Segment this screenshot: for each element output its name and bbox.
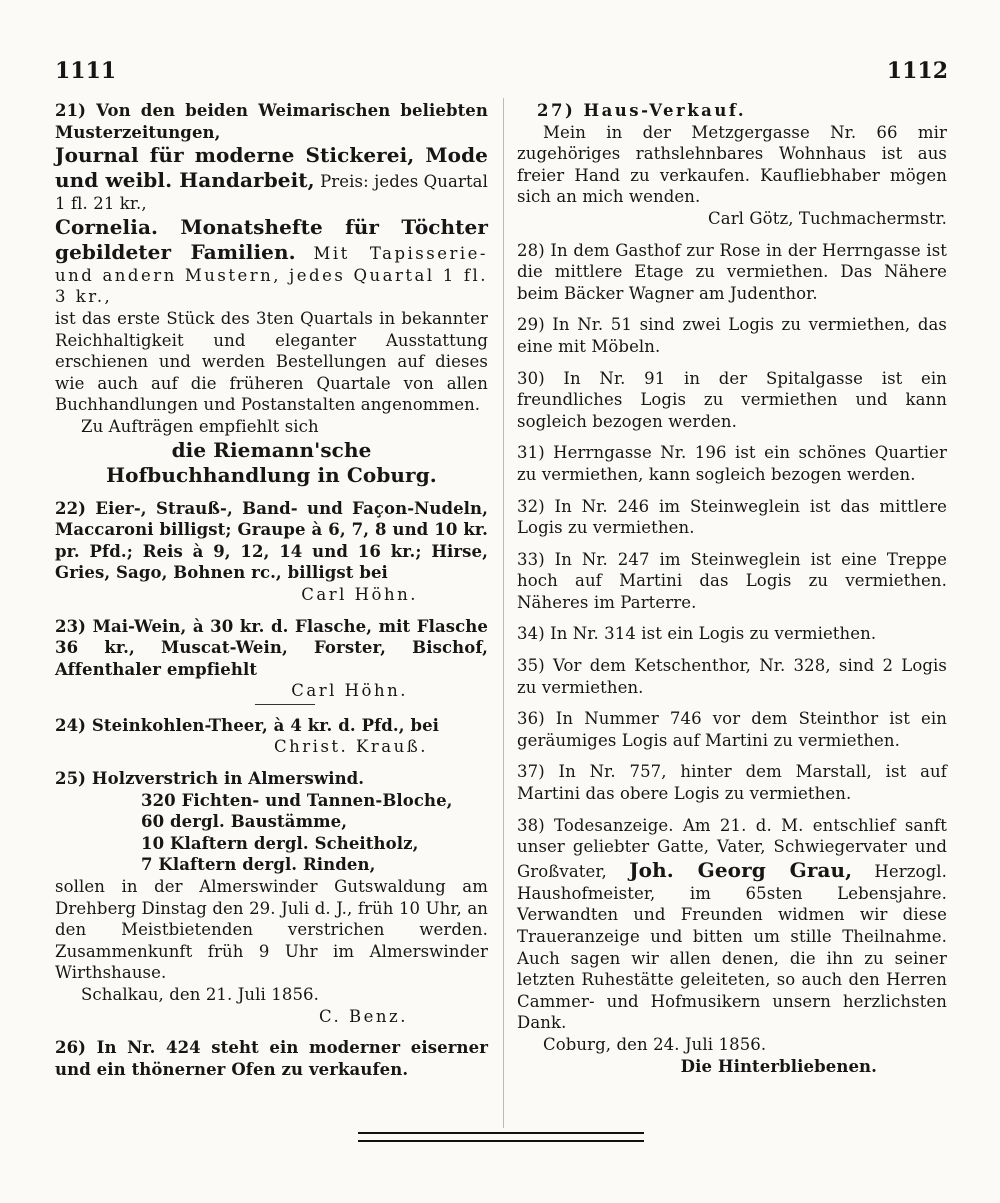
ad-21-firm-line2: Hofbuchhandlung in Coburg. bbox=[106, 462, 437, 487]
ad-25-signature: C. Benz. bbox=[319, 1006, 408, 1026]
ad-21-cornelia-title: Cornelia. Monatshefte für Töchter gebildeter Familien. bbox=[55, 214, 488, 264]
ad-23-text: 23) Mai-Wein, à 30 kr. d. Flasche, mit Flasche 36 kr., Muscat-Wein, Forster, Bischof, Affenthaler empfiehlt bbox=[55, 616, 488, 679]
page-number-left: 1111 bbox=[55, 58, 117, 84]
footer-double-rule bbox=[358, 1132, 644, 1142]
ad-21-cornelia bbox=[55, 215, 488, 308]
ad-34-text: 34) In Nr. 314 ist ein Logis zu vermiethen. bbox=[517, 624, 877, 644]
ad-32 bbox=[517, 496, 947, 539]
right-column bbox=[517, 100, 947, 1087]
ad-21-intro: 21) Von den beiden Weimarischen beliebten Musterzeitungen, bbox=[55, 101, 488, 142]
ad-21-journal-title: Journal für moderne Stickerei, Mode und weibl. Handarbeit, bbox=[55, 143, 488, 193]
ad-31-text: 31) Herrngasse Nr. 196 ist ein schönes Quartier zu vermiethen, kann sogleich bezogen werden. bbox=[517, 443, 947, 484]
ad-21-recommend: Zu Aufträgen empfiehlt sich bbox=[81, 416, 319, 436]
ad-22 bbox=[55, 498, 488, 606]
ad-27-heading: 27) Haus-Verkauf. bbox=[537, 101, 747, 120]
ad-32-text: 32) In Nr. 246 im Steinweglein ist das mittlere Logis zu vermiethen. bbox=[517, 496, 947, 538]
ad-38-name: Joh. Georg Grau, bbox=[629, 857, 853, 882]
ad-23-signature: Carl Höhn. bbox=[291, 681, 408, 701]
ad-25-item: 60 dergl. Baustämme, bbox=[141, 812, 348, 832]
ad-38 bbox=[517, 815, 947, 1078]
ad-24 bbox=[55, 715, 488, 758]
ad-38-text-after: Herzogl. Haushofmeister, im 65sten Lebensjahre. Verwandten und Freunden widmen wir diese Traueranzeige und bitten um stille Theilnahme. Auch sagen wir allen denen, die ihn zu seiner letzten Ruhestätte geleiteten, so auch den Herren Cammer- und Hofmusikern unsern herzlichsten Dank. bbox=[517, 861, 947, 1033]
ad-35-text: 35) Vor dem Ketschenthor, Nr. 328, sind 2 Logis zu vermiethen. bbox=[517, 656, 947, 697]
ad-27-signature: Carl Götz, Tuchmachermstr. bbox=[708, 208, 947, 228]
ad-21-journal-price: Preis: jedes Quartal 1 fl. 21 kr., bbox=[55, 172, 488, 214]
ad-24-signature: Christ. Krauß. bbox=[274, 737, 428, 757]
ad-21-journal bbox=[55, 143, 488, 215]
ad-25-item: 320 Fichten- und Tannen-Bloche, bbox=[141, 790, 453, 810]
left-column bbox=[55, 100, 488, 1090]
ad-22-signature: Carl Höhn. bbox=[301, 584, 418, 604]
column-divider bbox=[503, 98, 504, 1128]
ad-28 bbox=[517, 240, 947, 305]
ad-25-item: 10 Klaftern dergl. Scheitholz, bbox=[141, 833, 419, 853]
ad-33-text: 33) In Nr. 247 im Steinweglein ist eine Treppe hoch auf Martini das Logis zu vermiethen. Näheres im Parterre. bbox=[517, 549, 947, 612]
ad-30 bbox=[517, 368, 947, 433]
ad-35 bbox=[517, 655, 947, 698]
ad-22-text: 22) Eier-, Strauß-, Band- und Façon-Nudeln, Maccaroni billigst; Graupe à 6, 7, 8 und 10 kr. pr. Pfd.; Reis à 9, 12, 14 und 16 kr.; Hirse, Gries, Sago, Bohnen rc., billigst bei bbox=[55, 498, 488, 583]
ad-38-signature: Die Hinterbliebenen. bbox=[680, 1056, 877, 1076]
ad-37-text: 37) In Nr. 757, hinter dem Marstall, ist auf Martini das obere Logis zu vermiethen. bbox=[517, 762, 947, 804]
ad-25-place-date: Schalkau, den 21. Juli 1856. bbox=[81, 985, 319, 1004]
ad-36 bbox=[517, 708, 947, 751]
ad-26-text: 26) In Nr. 424 steht ein moderner eiserner und ein thönerner Ofen zu verkaufen. bbox=[55, 1038, 488, 1079]
ad-21-cornelia-rest: Mit Tapisserie- und andern Mustern, jedes Quartal 1 fl. 3 kr., bbox=[55, 243, 488, 307]
ad-27 bbox=[517, 100, 947, 230]
ad-25-items bbox=[141, 790, 488, 876]
ad-36-text: 36) In Nummer 746 vor dem Steinthor ist ein geräumiges Logis auf Martini zu vermiethen. bbox=[517, 709, 947, 750]
ad-21-body: ist das erste Stück des 3ten Quartals in bekannter Reichhaltigkeit und eleganter Ausstattung erschienen und werden Bestellungen auf dieses wie auch auf die früheren Quartale von allen Buchhandlungen und Postanstalten angenommen. bbox=[55, 308, 488, 415]
ad-31 bbox=[517, 442, 947, 485]
ad-21-firm-line1: die Riemann'sche bbox=[171, 437, 372, 462]
ad-28-text: 28) In dem Gasthof zur Rose in der Herrngasse ist die mittlere Etage zu vermiethen. Das Nähere beim Bäcker Wagner am Judenthor. bbox=[517, 240, 947, 303]
ad-34 bbox=[517, 623, 947, 645]
ad-37 bbox=[517, 761, 947, 804]
page-number-right: 1112 bbox=[886, 58, 948, 84]
ad-21 bbox=[55, 100, 488, 488]
ad-33 bbox=[517, 549, 947, 614]
ad-25 bbox=[55, 768, 488, 1027]
ad-38-text-before: 38) Todesanzeige. Am 21. d. M. entschlief sanft unser geliebter Gatte, Vater, Schwiegervater und Großvater, bbox=[517, 815, 947, 881]
ad-30-text: 30) In Nr. 91 in der Spitalgasse ist ein freundliches Logis zu vermiethen und kann sogleich bezogen werden. bbox=[517, 368, 947, 431]
ad-38-place-date: Coburg, den 24. Juli 1856. bbox=[543, 1034, 767, 1054]
ad-25-body: sollen in der Almerswinder Gutswaldung am Drehberg Dinstag den 29. Juli d. J., früh 10 Uhr, an den Meistbietenden verstrichen werden. Zusammenkunft früh 9 Uhr im Almerswinder Wirthshause. bbox=[55, 877, 488, 983]
ad-29 bbox=[517, 314, 947, 357]
ad-29-text: 29) In Nr. 51 sind zwei Logis zu vermiethen, das eine mit Möbeln. bbox=[517, 315, 947, 356]
ad-25-heading: 25) Holzverstrich in Almerswind. bbox=[55, 769, 365, 789]
ad-27-text: Mein in der Metzgergasse Nr. 66 mir zugehöriges rathslehnbares Wohnhaus ist aus freier Hand zu verkaufen. Kaufliebhaber mögen sich an mich wenden. bbox=[517, 122, 947, 207]
ad-23-rule bbox=[255, 704, 315, 705]
ad-38-body bbox=[517, 815, 947, 1034]
ad-25-item: 7 Klaftern dergl. Rinden, bbox=[141, 855, 376, 875]
ad-24-text: 24) Steinkohlen-Theer, à 4 kr. d. Pfd., bei bbox=[55, 715, 440, 735]
ad-26 bbox=[55, 1037, 488, 1080]
ad-23 bbox=[55, 616, 488, 705]
